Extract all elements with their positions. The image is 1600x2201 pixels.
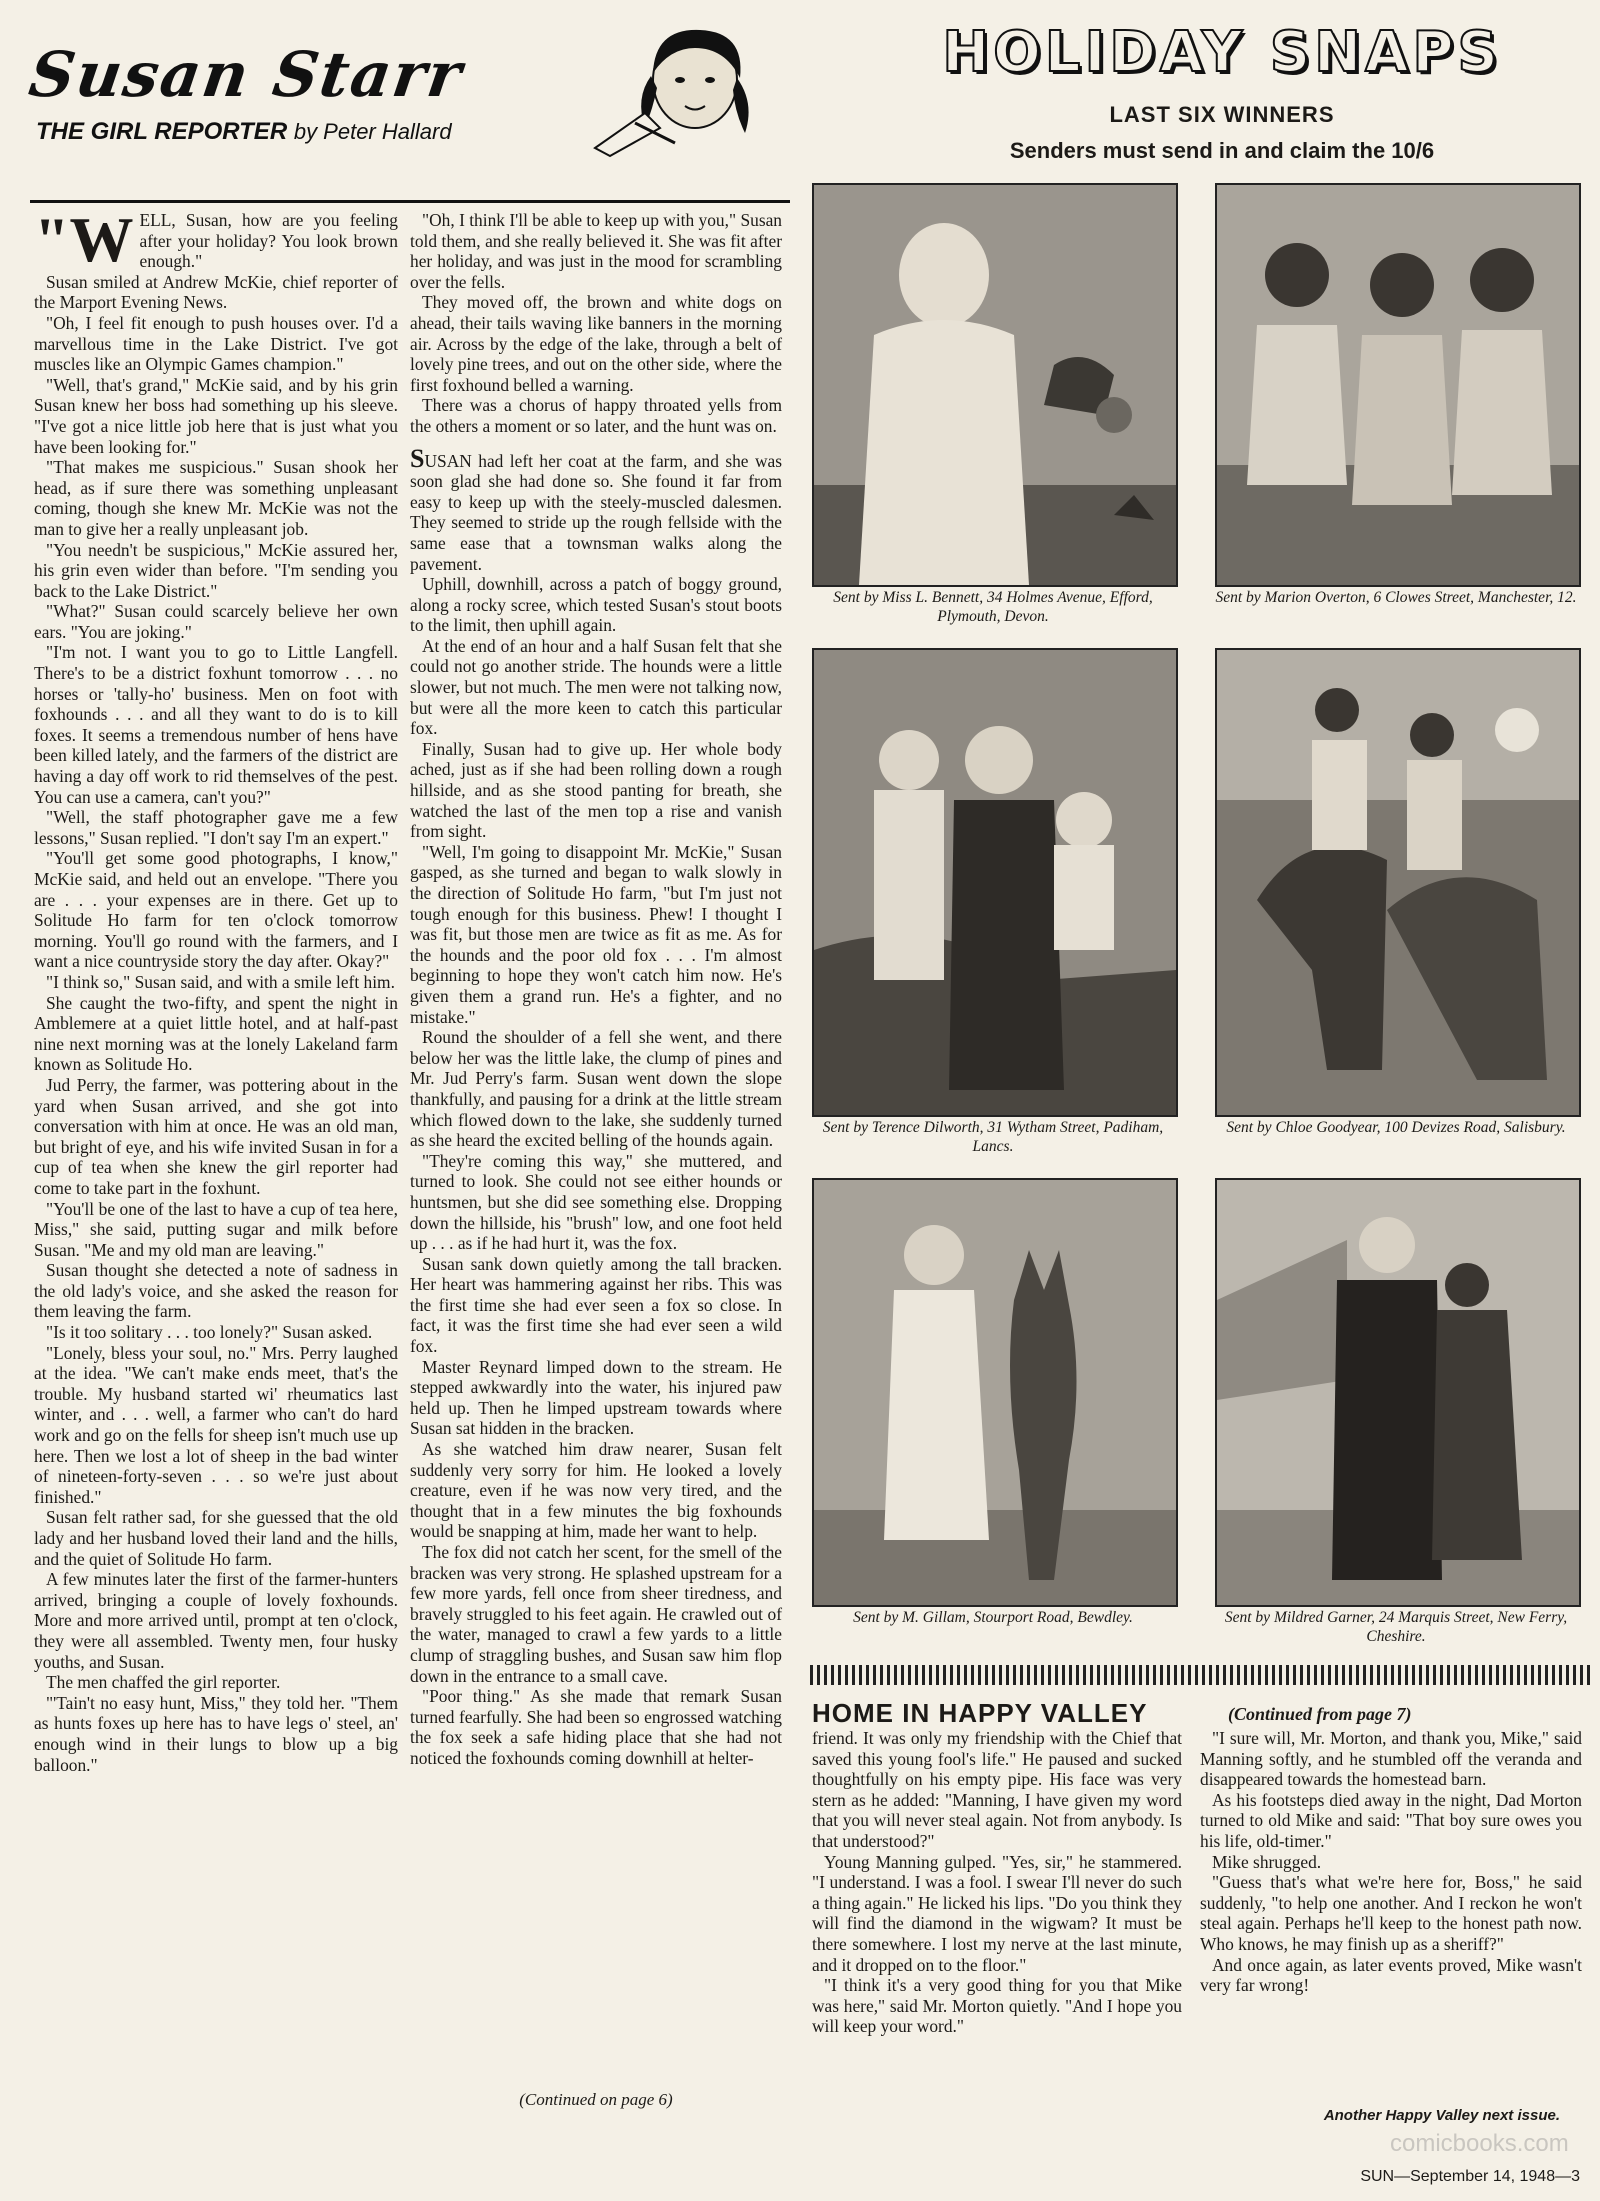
happy-valley-title: HOME IN HAPPY VALLEY [812, 1698, 1148, 1728]
article-paragraph: Susan smiled at Andrew McKie, chief reporter of the Marport Evening News. [34, 271, 398, 313]
article-paragraph: As she watched him draw nearer, Susan felt suddenly very sorry for him. He looked a lovely creature, even if he was now very tired, and the thought that in a few minutes the big foxhounds would be snapping at him, made her want to help. [410, 1439, 782, 1542]
drop-cap: "W [34, 204, 134, 275]
article-paragraph: "WELL, Susan, how are you feeling after your holiday? You look brown enough." [34, 204, 398, 275]
susan-starr-masthead [24, 38, 790, 163]
article-paragraph: A few minutes later the first of the farmer-hunters arrived, bringing a couple of lovely foxhounds. More and more arrived until, prompt at ten o'clock, they were all assembled. Twenty men, four husky youths, and Susan. [34, 1569, 398, 1672]
reporter-portrait-illustration [575, 18, 780, 158]
continued-on-note: (Continued on page 6) [519, 2090, 673, 2109]
article-paragraph: At the end of an hour and a half Susan felt that she could not go another stride. The hounds were a little slower, but not much. The men were not talking now, but were all the more keen to catch this particular fox. [410, 635, 782, 739]
article-paragraph: She caught the two-fifty, and spent the night in Amblemere at a quiet little hotel, and at half-past nine next morning was at the lonely Lakeland farm known as Solitude Ho. [34, 992, 398, 1075]
article-paragraph: "You'll get some good photographs, I know," McKie said, and held out an envelope. "There you are . . . your expenses are in there. Get up to Solitude Ho farm for ten o'clock tomorrow morning. You'll go round with the farmers, and I want a nice countryside story the day after. Okay?" [34, 848, 398, 972]
section-divider [810, 1665, 1590, 1685]
holiday-snaps-subtitle: LAST SIX WINNERS [1109, 102, 1335, 127]
watermark-text: comicbooks.com [1390, 2130, 1569, 2157]
story-paragraph: As his footsteps died away in the night, Dad Morton turned to old Mike and said: "That boy sure owes you his life, old-timer." [1200, 1789, 1582, 1851]
next-issue-note: Another Happy Valley next issue. [1323, 2107, 1560, 2124]
article-paragraph: They moved off, the brown and white dogs on ahead, their tails waving like banners in the morning air. Across by the edge of the lake, through a belt of lovely pine trees, and out on the other side, where the first foxhound belled a warning. [410, 292, 782, 395]
article-paragraph: Finally, Susan had to give up. Her whole body ached, just as if she had been rolling down a rough hillside, and as she stood panting for breath, she watched the last of the men top a rise and vanish from sight. [410, 738, 782, 842]
photo-caption: Sent by Chloe Goodyear, 100 Devizes Road, Salisbury. [1226, 1119, 1566, 1136]
section-cap: S [410, 443, 425, 473]
article-paragraph: "Well, the staff photographer gave me a few lessons," Susan replied. "I don't say I'm an expert." [34, 807, 398, 848]
story-paragraph: "Guess that's what we're here for, Boss," he said suddenly, "to help one another. And I reckon he won't steal again. Perhaps he'll keep to the honest path now. Who knows, he may finish up as a sheriff?" [1200, 1872, 1582, 1954]
article-paragraph: "That makes me suspicious." Susan shook her head, as if sure there was something unpleasant coming, though she knew Mr. McKie was not the man to give her a really unpleasant job. [34, 457, 398, 539]
photo-man-with-children [812, 648, 1178, 1117]
article-paragraph: Susan felt rather sad, for she guessed that the old lady and her husband loved their land and the hills, and the quiet of Solitude Ho farm. [34, 1507, 398, 1569]
photo-caption: Sent by Miss L. Bennett, 34 Holmes Avenue, Efford, Plymouth, Devon. [833, 589, 1153, 625]
photo-girl-with-pigeons [812, 183, 1178, 587]
story-paragraph: Young Manning gulped. "Yes, sir," he stammered. "I understand. I was a fool. I swear I'll never do such a thing again." He licked his lips. "Do you think they will find the diamond in the wigwam? It must be there somewhere. I lost my nerve at the last minute, and it dropped on to the floor." [812, 1851, 1182, 1975]
story-paragraph: friend. It was only my friendship with the Chief that saved this young fool's life." He paused and sucked thoughtfully on his empty pipe. His face was very stern as he added: "Manning, I have given my word that you will never steal again. Not from anybody. Is that understood?" [812, 1728, 1182, 1851]
article-column-1 [34, 204, 398, 1775]
article-paragraph: SUSAN had left her coat at the farm, and she was soon glad she had done so. She found it far from easy to keep up with the steely-muscled dalesmen. They seemed to stride up the rough fellside with the same ease that a townsman walks along the pavement. [410, 443, 782, 574]
photo-three-girls-seaside [1215, 183, 1581, 587]
article-paragraph: Uphill, downhill, across a patch of boggy ground, along a rocky scree, which tested Susan's stout boots to the limit, then uphill again. [410, 574, 782, 636]
article-paragraph: "'Tain't no easy hunt, Miss," they told her. "Them as hunts foxes up here has to have legs o' steel, an' enough wind in their lungs to blow up a big balloon." [34, 1692, 398, 1775]
article-paragraph: "I think so," Susan said, and with a smile left him. [46, 971, 395, 992]
article-paragraph: "Is it too solitary . . . too lonely?" Susan asked. [46, 1322, 373, 1343]
article-paragraph: There was a chorus of happy throated yells from the others a moment or so later, and the hunt was on. [410, 395, 782, 436]
article-paragraph: Round the shoulder of a fell she went, and there below her was the little lake, the clump of pines and Mr. Jud Perry's farm. Susan went down the slope thankfully, and pausing for a drink at the little stream which flowed down to the lake, she suddenly turned as she heard the excited belling of the hounds again. [410, 1027, 782, 1151]
article-paragraph: "Poor thing." As she made that remark Susan turned fearfully. She had been so engrossed watching the fox seek a safe hiding place that she had not noticed the foxhounds coming downhill at helter- [410, 1686, 782, 1768]
holiday-snaps-title: HOLIDAY SNAPS [942, 20, 1502, 85]
story-paragraph: Mike shrugged. [1212, 1851, 1322, 1872]
photo-girl-with-donkey [812, 1178, 1178, 1607]
article-paragraph: "What?" Susan could scarcely believe her own ears. "You are joking." [34, 601, 398, 642]
subtitle-text: THE GIRL REPORTER [36, 118, 288, 145]
story-title: Susan Starr [24, 38, 468, 111]
happy-valley-continued-from: (Continued from page 7) [1228, 1704, 1412, 1724]
photo-caption: Sent by Marion Overton, 6 Clowes Street, Manchester, 12. [1215, 589, 1577, 606]
story-paragraph: "I sure will, Mr. Morton, and thank you, Mike," said Manning softly, and he stumbled off the veranda and disappeared towards the homestead barn. [1200, 1728, 1582, 1790]
article-column-2 [410, 210, 782, 1769]
article-paragraph: Susan sank down quietly among the tall bracken. Her heart was hammering against her ribs. This was the first time she had ever seen a fox so close. In fact, it was the first time she had ever seen a wild fox. [410, 1253, 782, 1357]
page-footer: SUN—September 14, 1948—3 [1360, 2168, 1580, 2185]
article-paragraph: Susan thought she detected a note of sadness in the old lady's voice, and she asked the reason for them leaving the farm. [34, 1260, 398, 1322]
article-paragraph: The men chaffed the girl reporter. [46, 1672, 281, 1693]
article-paragraph: "Lonely, bless your soul, no." Mrs. Perry laughed at the idea. "We can't make ends meet, that's the trouble. My husband started wi' rheumatics last winter, and . . . well, a farmer who can't do hard work and go on the fells for sheep isn't much use up here. Then we lost a lot of sheep in the bad winter of nineteen-forty-seven . . . so we're just about finished." [34, 1342, 398, 1507]
happy-valley-column-2 [1200, 1728, 1582, 1996]
article-paragraph: "Well, that's grand," McKie said, and by his grin Susan knew her boss had something up his sleeve. "I've got a nice little job here that is just what you have been looking for." [34, 374, 398, 457]
masthead-rule [30, 200, 790, 203]
story-paragraph: "I think it's a very good thing for you that Mike was here," said Mr. Morton quietly. "And I hope you will keep your word." [812, 1975, 1182, 2037]
article-paragraph: "I'm not. I want you to go to Little Langfell. There's to be a district foxhunt tomorrow . . . no horses or 'tally-ho' business. Men on foot with foxhounds . . . and all they want to do is to kill foxes. It seems a tremendous number of hens have been killed lately, and the farmers of the district are having a day off work to rid themselves of the pest. You can use a camera, can't you?" [34, 642, 398, 807]
article-paragraph: The fox did not catch her scent, for the smell of the bracken was very strong. He splashed upstream for a few more yards, fell once from sheer tiredness, and bravely struggled to his feet again. He crawled out of the water, managed to crawl a few yards to a little clump of straggling bushes, and Susan saw him flop down in the entrance to a small cave. [410, 1542, 782, 1686]
story-paragraph: And once again, as later events proved, Mike wasn't very far wrong! [1200, 1954, 1582, 1996]
article-paragraph: "You'll be one of the last to have a cup of tea here, Miss," she said, putting sugar and milk before Susan. "Me and my old man are leaving." [34, 1198, 398, 1260]
article-paragraph: "They're coming this way," she muttered, and turned to look. She could not see either hounds or huntsmen, but she did see something else. Dropping down the hillside, his "brush" low, and one foot held up . . . as if he had hurt it, was the fox. [410, 1150, 782, 1254]
article-paragraph: "Oh, I think I'll be able to keep up with you," Susan told them, and she really believed it. She was fit after her holiday, and was just in the mood for scrambling over the fells. [410, 210, 782, 292]
byline: by Peter Hallard [293, 119, 452, 144]
happy-valley-column-1 [812, 1728, 1182, 2037]
photo-caption: Sent by Mildred Garner, 24 Marquis Street, New Ferry, Cheshire. [1224, 1609, 1568, 1645]
photo-caption: Sent by Terence Dilworth, 31 Wytham Street, Padiham, Lancs. [822, 1119, 1164, 1155]
article-paragraph: Jud Perry, the farmer, was pottering about in the yard when Susan arrived, and she got into conversation with him at once. He was an old man, but bright of eye, and his wife invited Susan in for a cup of tea when she knew the girl reporter had come to take part in the foxhunt. [34, 1074, 398, 1198]
article-paragraph: "Well, I'm going to disappoint Mr. McKie," Susan gasped, as she turned and began to walk slowly in the direction of Solitude Ho farm, "but I'm just not tough enough for this business. Phew! I thought I was fit, but those men are twice as fit as me. As for the hounds and the poor old fox . . . I'm almost beginning to hope they won't catch him now. He's given them a grand run. He's a fighter, and no mistake." [410, 841, 782, 1027]
photo-children-on-donkeys [1215, 648, 1581, 1117]
photo-sailor-and-woman [1215, 1178, 1581, 1607]
article-paragraph: Master Reynard limped down to the stream. He stepped awkwardly into the water, his injured paw held up. Then he limped upstream towards where Susan sat hidden in the bracken. [410, 1356, 782, 1439]
photo-caption: Sent by M. Gillam, Stourport Road, Bewdley. [853, 1609, 1133, 1626]
story-subtitle [36, 118, 452, 146]
article-paragraph: "Oh, I feel fit enough to push houses over. I'd a marvellous time in the Lake District. I've got muscles like an Olympic Games champion." [34, 312, 398, 375]
article-paragraph: "You needn't be suspicious," McKie assured her, his grin even wider than before. "I'm sending you back to the Lake District." [34, 539, 398, 601]
holiday-snaps-note: Senders must send in and claim the 10/6 [1009, 138, 1435, 163]
